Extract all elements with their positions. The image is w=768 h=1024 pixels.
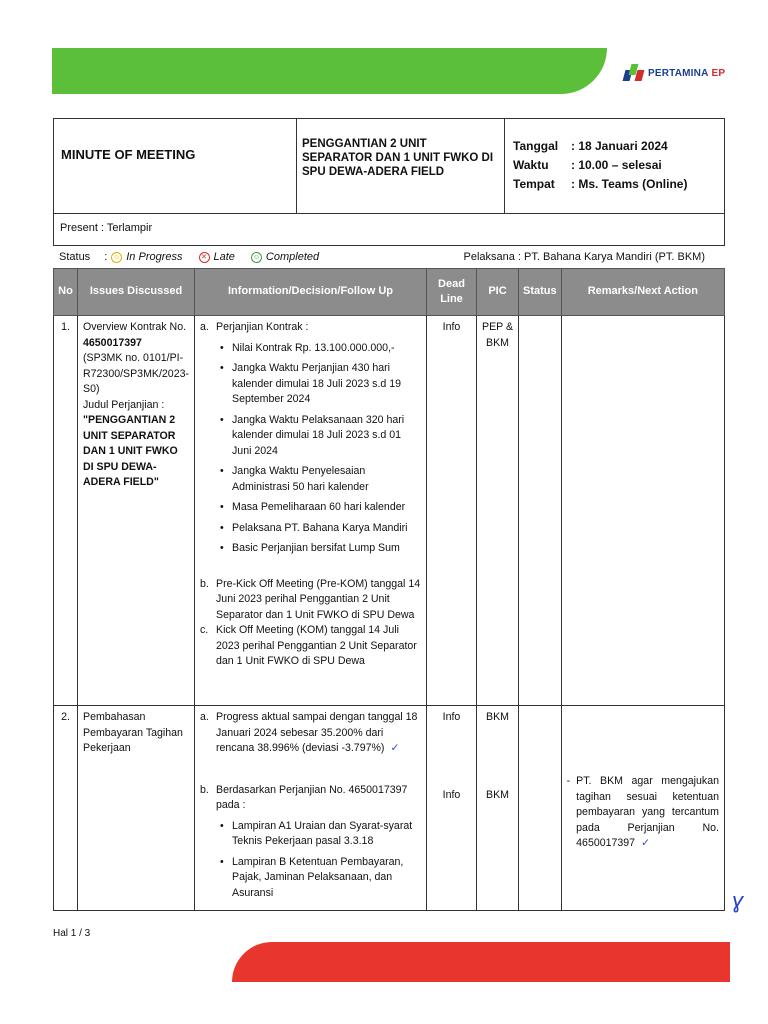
status-sep: : — [104, 251, 108, 263]
item-text: Kick Off Meeting (KOM) tanggal 14 Juli 2023 perihal Penggantian 2 Unit Separator dan 1 Unit FWKO di SPU Dewa — [216, 624, 417, 667]
meeting-details — [505, 119, 724, 213]
list-item: • Jangka Waktu Perjanjian 430 hari kalender dimulai 18 Juli 2023 s.d 19 September 2024 — [220, 361, 421, 408]
item-marker: b. — [200, 577, 209, 590]
pic-cell: PEP & BKM — [477, 316, 519, 706]
item-text: Berdasarkan Perjanjian No. 4650017397 pada : — [216, 783, 408, 811]
status-cell — [519, 706, 562, 911]
pic-cell — [477, 706, 519, 911]
table-row — [54, 316, 725, 706]
present-row: Present : Terlampir — [53, 214, 725, 246]
logo-text: PERTAMINA EP — [648, 67, 726, 79]
late-icon: ✕ — [199, 252, 210, 263]
col-information: Information/Decision/Follow Up — [195, 269, 427, 316]
contract-number: 4650017397 — [83, 336, 142, 349]
status-cell — [519, 316, 562, 706]
list-item: • Lampiran A1 Uraian dan Syarat-syarat Teknis Pekerjaan pasal 3.3.18 — [220, 819, 421, 850]
pic-b: BKM — [486, 788, 509, 801]
col-pic: PIC — [477, 269, 519, 316]
issue-text: Overview Kontrak No. — [83, 321, 187, 333]
item-marker: c. — [200, 624, 209, 636]
status-label: Status — [59, 251, 91, 263]
item-marker: a. — [200, 711, 209, 723]
list-item: • Pelaksana PT. Bahana Karya Mandiri — [220, 521, 421, 537]
pertamina-logo-icon — [622, 62, 644, 84]
paraf-mark: ɣ — [732, 888, 744, 913]
list-item: • Jangka Waktu Penyelesaian Administrasi 50 hari kalender — [220, 464, 421, 495]
issue-cell — [78, 316, 195, 706]
list-item: • Basic Perjanjian bersifat Lump Sum — [220, 541, 421, 557]
col-issues: Issues Discussed — [78, 269, 195, 316]
completed-label: Completed — [265, 251, 320, 263]
checkmark-icon: ✓ — [641, 837, 650, 849]
col-deadline: Dead Line — [427, 269, 477, 316]
issue-cell: Pembahasan Pembayaran Tagihan Pekerjaan — [78, 706, 195, 911]
row-number: 1. — [54, 316, 78, 706]
deadline-cell — [427, 706, 477, 911]
judul-value: "PENGGANTIAN 2 UNIT SEPARATOR DAN 1 UNIT FWKO DI SPU DEWA-ADERA FIELD" — [83, 414, 178, 488]
tanggal-label: Tanggal — [513, 139, 559, 153]
tempat-value: : Ms. Teams (Online) — [571, 177, 688, 191]
pic-a: BKM — [486, 711, 509, 723]
item-text: Pre-Kick Off Meeting (Pre-KOM) tanggal 14 Juni 2023 perihal Penggantian 2 Unit Separator dan 1 Unit FWKO di SPU Dewa — [216, 577, 421, 621]
bottom-red-banner — [232, 942, 730, 982]
col-no: No — [54, 269, 78, 316]
tempat-label: Tempat — [513, 177, 555, 191]
tanggal-value: : 18 Januari 2024 — [571, 139, 668, 153]
col-status: Status — [519, 269, 562, 316]
doc-title: MINUTE OF MEETING — [54, 119, 297, 213]
page-number: Hal 1 / 3 — [53, 928, 91, 939]
item-text: Progress aktual sampai dengan tanggal 18 Januari 2024 sebesar 35.200% dari rencana 38.996% (deviasi -3.797%) — [216, 711, 418, 754]
list-item: • Nilai Kontrak Rp. 13.100.000.000,- — [220, 341, 421, 357]
deadline-b: Info — [442, 788, 461, 801]
sp3mk-number: (SP3MK no. 0101/PI-R72300/SP3MK/2023-S0) — [83, 352, 190, 395]
item-marker: a. — [200, 321, 209, 333]
col-remarks: Remarks/Next Action — [561, 269, 724, 316]
table-header-row — [54, 269, 725, 316]
waktu-value: : 10.00 – selesai — [571, 158, 662, 172]
item-marker: b. — [200, 783, 209, 796]
deadline-a: Info — [442, 711, 461, 723]
list-item: • Jangka Waktu Pelaksanaan 320 hari kalender dimulai 18 Juli 2023 s.d 01 Juni 2024 — [220, 413, 421, 460]
meeting-header — [53, 118, 725, 214]
information-cell — [195, 316, 427, 706]
in-progress-label: In Progress — [126, 251, 183, 263]
remark-text: PT. BKM agar mengajukan tagihan sesuai ketentuan pembayaran yang tercantum pada Perjanjian No. 4650017397 — [576, 775, 719, 849]
pertamina-logo — [622, 62, 725, 84]
remarks-cell: - PT. BKM agar mengajukan tagihan sesuai ketentuan pembayaran yang tercantum pada Perjanjian No. 4650017397 ✓ — [561, 706, 724, 911]
information-cell — [195, 706, 427, 911]
status-legend — [53, 246, 725, 268]
item-text: Perjanjian Kontrak : — [216, 321, 309, 333]
deadline-cell: Info — [427, 316, 477, 706]
late-label: Late — [213, 251, 235, 263]
remarks-cell — [561, 316, 724, 706]
minutes-table — [53, 268, 725, 911]
table-row — [54, 706, 725, 911]
in-progress-icon: ☺ — [113, 253, 121, 261]
top-green-banner — [52, 48, 607, 94]
row-number: 2. — [54, 706, 78, 911]
judul-label: Judul Perjanjian : — [83, 398, 165, 411]
list-item: • Lampiran B Ketentuan Pembayaran, Pajak, Jaminan Pelaksanaan, dan Asuransi — [220, 855, 421, 902]
list-item: • Masa Pemeliharaan 60 hari kalender — [220, 500, 421, 516]
checkmark-icon: ✓ — [390, 742, 400, 754]
meeting-subject: PENGGANTIAN 2 UNIT SEPARATOR DAN 1 UNIT FWKO DI SPU DEWA-ADERA FIELD — [297, 119, 505, 213]
waktu-label: Waktu — [513, 158, 549, 172]
completed-icon: ☺ — [252, 253, 260, 261]
pelaksana-text: Pelaksana : PT. Bahana Karya Mandiri (PT. BKM) — [463, 251, 705, 263]
